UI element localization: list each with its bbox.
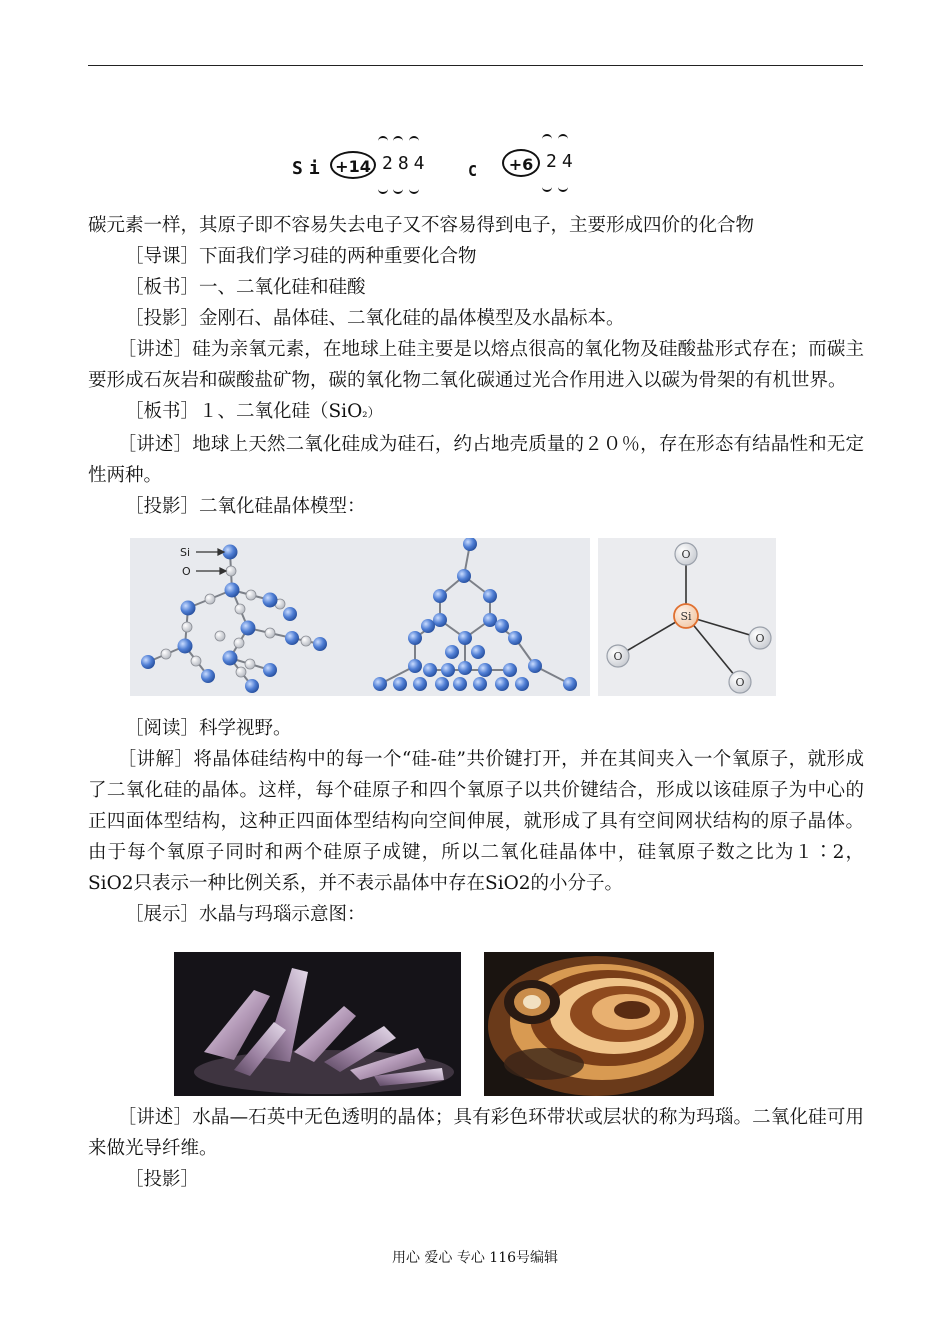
shell-arc-icon: [409, 136, 419, 146]
paragraph-text: ［板书］１、二氧化硅（SiO: [125, 401, 363, 422]
tetra-o-label: O: [735, 676, 745, 689]
shell-arc-icon: [558, 134, 568, 144]
shell-arc-icon: [378, 184, 388, 194]
agate-illustration: [484, 952, 714, 1096]
shell-arc-icon: [409, 184, 419, 194]
shell-arc-icon: [378, 136, 388, 146]
silicon-atom-diagram: [280, 128, 450, 200]
tetrahedron-illustration: [598, 538, 776, 696]
shell-arc-icon: [542, 182, 552, 192]
subscript-text: ₂）: [362, 406, 381, 421]
paragraph: ［板书］一、二氧化硅和硅酸: [125, 277, 366, 298]
body-text-block-1: [88, 210, 864, 522]
paragraph: ［投影］: [125, 1169, 200, 1190]
paragraph: ［讲述］硅为亲氧元素，在地球上硅主要是以熔点很高的氧化物及硅酸盐形式存在；而碳主要形成石灰岩和碳酸盐矿物，碳的氧化物二氧化碳通过光合作用进入以碳为骨架的有机世界。: [88, 339, 864, 391]
body-text-block-3: [88, 1102, 864, 1195]
agate-photo: [484, 952, 714, 1096]
paragraph: 碳元素一样，其原子即不容易失去电子又不容易得到电子，主要形成四价的化合物: [88, 215, 755, 236]
header-rule: [88, 65, 863, 66]
sio4-tetrahedron-figure: [598, 538, 776, 696]
paragraph: ［讲述］地球上天然二氧化硅成为硅石，约占地壳质量的２０％，存在形态有结晶性和无定性两种。: [88, 434, 864, 486]
silica-crystal-model-figure: [130, 538, 590, 696]
paragraph: ［投影］金刚石、晶体硅、二氧化硅的晶体模型及水晶标本。: [125, 308, 625, 329]
o-label: O: [182, 565, 191, 578]
quartz-illustration: [174, 952, 461, 1096]
tetra-si-label: Si: [680, 610, 692, 623]
paragraph: ［讲述］水晶—石英中无色透明的晶体；具有彩色环带状或层状的称为玛瑙。二氧化硅可用来做光导纤维。: [88, 1107, 864, 1159]
paragraph: ［投影］二氧化硅晶体模型：: [125, 496, 366, 517]
paragraph: [88, 396, 864, 429]
crystal-lattice-illustration: [130, 538, 590, 696]
carbon-atom-diagram: [468, 128, 598, 200]
paragraph: ［展示］水晶与玛瑙示意图：: [125, 904, 366, 925]
paragraph: ［讲解］将晶体硅结构中的每一个“硅-硅”共价键打开，并在其间夹入一个氧原子，就形成了二氧化硅的晶体。这样，每个硅原子和四个氧原子以共价键结合，形成以该硅原子为中心的正四面体型结构，这种正四面体型结构向空间伸展，就形成了具有空间网状结构的原子晶体。由于每个氧原子同时和两个硅原子成键，所以二氧化硅晶体中，硅氧原子数之比为１∶2，SiO2只表示一种比例关系，并不表示晶体中存在SiO2的小分子。: [88, 749, 864, 894]
page-footer: 用心 爱心 专心 116号编辑: [391, 1250, 559, 1266]
quartz-crystal-photo: [174, 952, 461, 1096]
tetra-o-label: O: [613, 650, 623, 663]
shell-arc-icon: [558, 182, 568, 192]
silicon-nucleus: +14: [330, 151, 376, 179]
tetra-o-label: O: [681, 548, 691, 561]
carbon-nucleus: +6: [502, 149, 540, 177]
shell-arc-icon: [542, 134, 552, 144]
carbon-symbol: C: [468, 162, 484, 180]
body-text-block-2: [88, 713, 864, 930]
silicon-shells: 284: [382, 153, 430, 174]
si-label: Si: [180, 546, 191, 559]
shell-arc-icon: [393, 184, 403, 194]
shell-arc-icon: [393, 136, 403, 146]
paragraph: ［导课］下面我们学习硅的两种重要化合物: [125, 246, 477, 267]
atom-structure-diagrams: [280, 128, 620, 200]
silicon-symbol: Si: [292, 158, 326, 179]
paragraph: ［阅读］科学视野。: [125, 718, 292, 739]
carbon-shells: 24: [546, 151, 578, 172]
tetra-o-label: O: [755, 632, 765, 645]
